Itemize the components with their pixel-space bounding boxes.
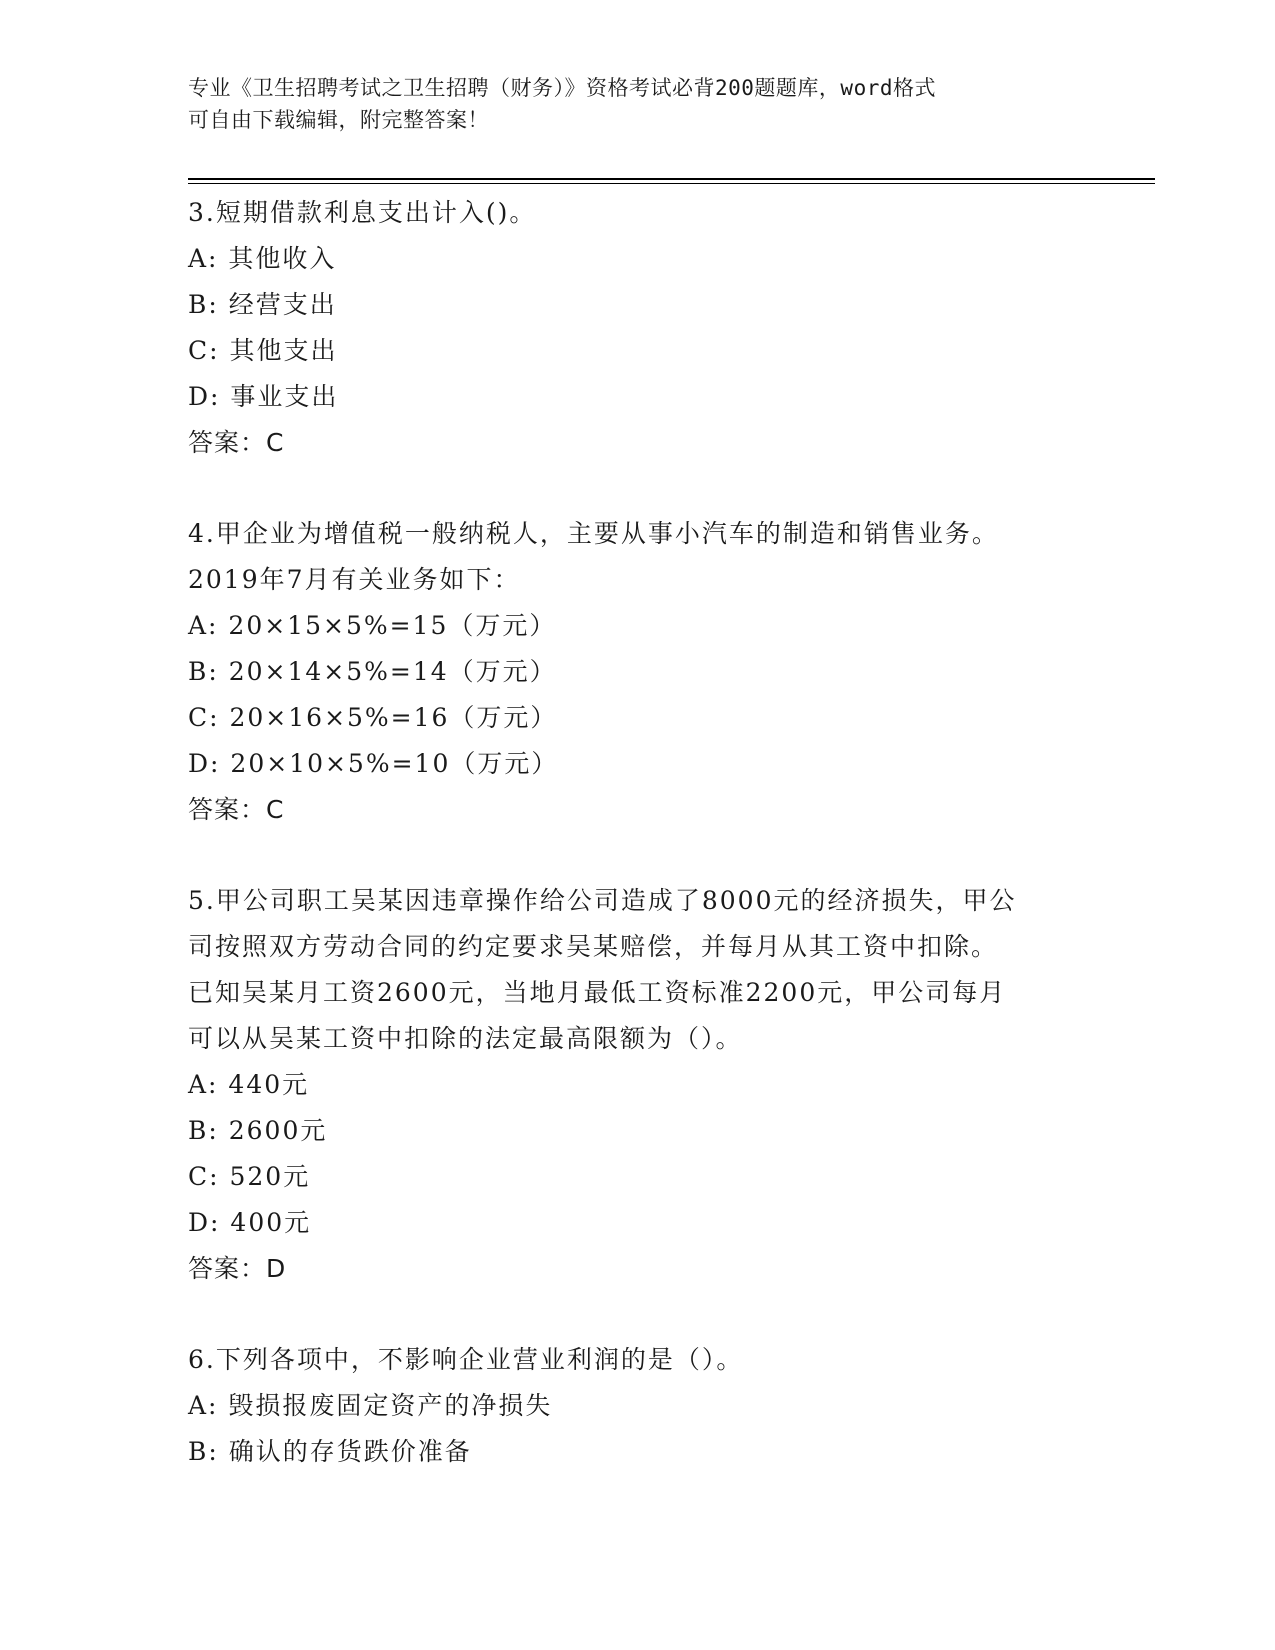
question-stem: 6.下列各项中，不影响企业营业利润的是（）。 — [188, 1345, 744, 1374]
option-b: B: 20×14×5%=14（万元） — [188, 657, 557, 686]
question-stem: 5.甲公司职工吴某因违章操作给公司造成了8000元的经济损失，甲公 — [188, 886, 1017, 915]
option-d: D: 400元 — [188, 1208, 312, 1237]
question-item — [188, 1337, 1088, 1475]
option-a: A: 毁损报废固定资产的净损失 — [188, 1391, 553, 1420]
answer-line: 答案：C — [188, 428, 285, 457]
answer-line: 答案：C — [188, 795, 285, 824]
option-a: A: 其他收入 — [188, 244, 337, 273]
question-item — [188, 511, 1088, 833]
question-stem: 2019年7月有关业务如下： — [188, 565, 521, 594]
option-d: D: 20×10×5%=10（万元） — [188, 749, 559, 778]
document-header — [188, 72, 1088, 136]
option-c: C: 20×16×5%=16（万元） — [188, 703, 558, 732]
question-stem: 4.甲企业为增值税一般纳税人，主要从事小汽车的制造和销售业务。 — [188, 519, 999, 548]
option-d: D: 事业支出 — [188, 382, 339, 411]
question-stem: 可以从吴某工资中扣除的法定最高限额为（）。 — [188, 1024, 743, 1053]
header-line-2: 可自由下载编辑，附完整答案！ — [188, 108, 489, 132]
option-c: C: 其他支出 — [188, 336, 338, 365]
option-b: B: 确认的存货跌价准备 — [188, 1437, 472, 1466]
question-stem: 司按照双方劳动合同的约定要求吴某赔偿，并每月从其工资中扣除。 — [188, 932, 999, 961]
header-divider-thin — [188, 183, 1155, 184]
question-list — [188, 190, 1088, 1520]
question-item — [188, 878, 1088, 1292]
option-c: C: 520元 — [188, 1162, 311, 1191]
question-stem: 3.短期借款利息支出计入()。 — [188, 198, 537, 227]
question-item — [188, 190, 1088, 466]
header-line-1: 专业《卫生招聘考试之卫生招聘（财务）》资格考试必背200题题库，word格式 — [188, 76, 936, 100]
answer-line: 答案：D — [188, 1254, 287, 1283]
option-b: B: 经营支出 — [188, 290, 337, 319]
option-b: B: 2600元 — [188, 1116, 328, 1145]
header-divider-thick — [188, 178, 1155, 180]
question-stem: 已知吴某月工资2600元，当地月最低工资标准2200元，甲公司每月 — [188, 978, 1007, 1007]
option-a: A: 440元 — [188, 1070, 310, 1099]
option-a: A: 20×15×5%=15（万元） — [188, 611, 557, 640]
